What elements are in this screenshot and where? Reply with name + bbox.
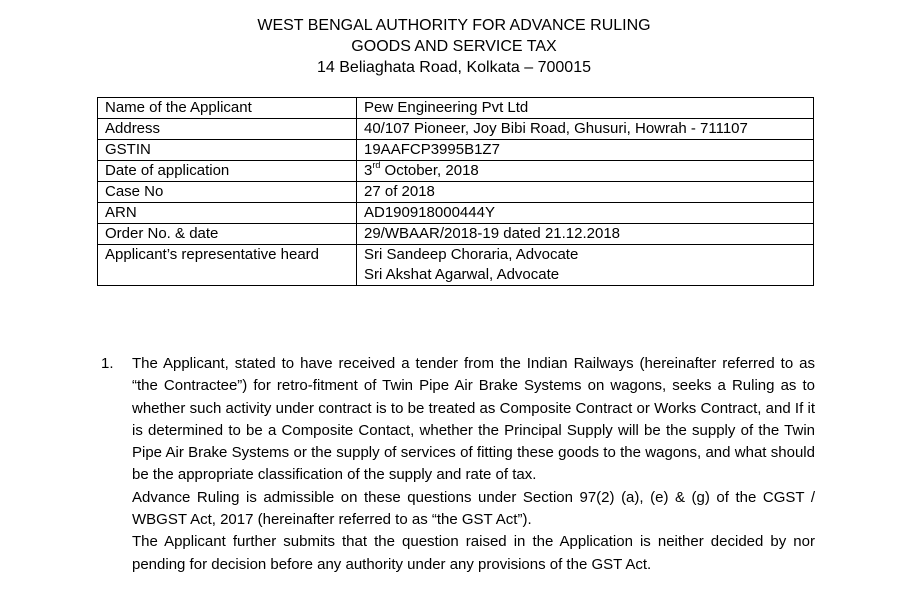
row-label: GSTIN	[98, 140, 357, 161]
section-number: 1.	[101, 355, 114, 372]
date-day: 3	[364, 162, 373, 179]
applicant-details-table	[97, 97, 814, 286]
paragraph-2: Advance Ruling is admissible on these questions under Section 97(2) (a), (e) & (g) of the CGST / WBGST Act, 2017 (hereinafter referred to as “the GST Act”).	[132, 488, 815, 529]
representative-1: Sri Sandeep Choraria, Advocate	[364, 246, 579, 263]
row-label: Case No	[98, 182, 357, 203]
paragraph-1: The Applicant, stated to have received a tender from the Indian Railways (hereinafter referred to as “the Contractee”) for retro-fitment of Twin Pipe Air Brake Systems on wagons, seeks a Ruling as to whether such activity under contract is to be treated as Composite Contract or Works Contract, and If it is determined to be a Composite Contact, whether the Principal Supply will be the supply of the Twin Pipe Air Brake Systems or the supply of services of fitting these goods to the wagons, and what should be the appropriate classification of the supply and rate of tax.	[132, 355, 815, 484]
authority-address: 14 Beliaghata Road, Kolkata – 700015	[317, 59, 591, 76]
row-value: 19AAFCP3995B1Z7	[357, 140, 814, 161]
row-label: Name of the Applicant	[98, 98, 357, 119]
section-body	[132, 353, 815, 576]
row-label: Address	[98, 119, 357, 140]
row-label: Order No. & date	[98, 224, 357, 245]
row-value: 40/107 Pioneer, Joy Bibi Road, Ghusuri, Howrah - 711107	[357, 119, 814, 140]
tax-name: GOODS AND SERVICE TAX	[351, 38, 557, 55]
document-header	[0, 15, 908, 78]
table-row	[98, 203, 814, 224]
table-row	[98, 224, 814, 245]
row-value: Pew Engineering Pvt Ltd	[357, 98, 814, 119]
table-row	[98, 140, 814, 161]
representative-2: Sri Akshat Agarwal, Advocate	[364, 266, 560, 283]
row-value: AD190918000444Y	[357, 203, 814, 224]
table-row	[98, 98, 814, 119]
row-label: ARN	[98, 203, 357, 224]
paragraph-3: The Applicant further submits that the question raised in the Application is neither decided by nor pending for decision before any authority under any provisions of the GST Act.	[132, 533, 815, 573]
row-label: Date of application	[98, 161, 357, 182]
row-value	[357, 161, 814, 182]
row-value	[357, 245, 814, 286]
table-row	[98, 182, 814, 203]
table-row	[98, 161, 814, 182]
row-label: Applicant’s representative heard	[98, 245, 357, 286]
date-month-year: October, 2018	[380, 162, 479, 179]
row-value: 29/WBAAR/2018-19 dated 21.12.2018	[357, 224, 814, 245]
table-row	[98, 119, 814, 140]
row-value: 27 of 2018	[357, 182, 814, 203]
authority-name: WEST BENGAL AUTHORITY FOR ADVANCE RULING	[257, 17, 651, 34]
date-ordinal-suffix: rd	[372, 160, 381, 170]
table-row	[98, 245, 814, 286]
